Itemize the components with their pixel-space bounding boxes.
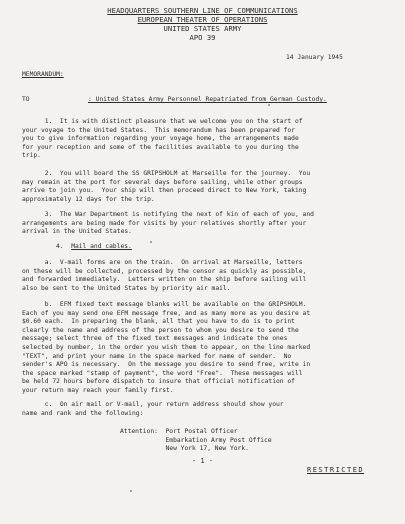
p3-line: 3. The War Department is notifying the next of kin of each of you, and [22, 211, 314, 218]
p4a-line: also be sent to the United States by priority air mail. [22, 284, 231, 292]
attention-line: New York 17, New York. [120, 445, 249, 453]
p4b-line: selected by number, in the order you wish them to appear, on the line marked [22, 343, 311, 351]
p3-line: arrival in the United States. [22, 228, 132, 236]
attention-line: Attention: Port Postal Officer [120, 428, 238, 435]
paper-speck [130, 490, 132, 492]
p4c-line: name and rank and the following: [22, 409, 144, 417]
p4b-line: be held 72 hours before dispatch to insure that official notification of [22, 378, 295, 386]
p4a-line: a. V-mail forms are on the train. On arrival at Marseille, letters [22, 259, 303, 266]
p1-line: you to give information regarding your voyage home, the arrangements made [22, 135, 299, 143]
page-number: - 1 - [191, 457, 214, 465]
to-recipient: : United States Army Personnel Repatriated from German Custody. [88, 96, 327, 103]
paragraph-1 [22, 118, 384, 161]
p1-line: trip. [22, 152, 41, 160]
p4b-line: "TEXT", and print your name in the space marked for name of sender. No [22, 352, 292, 360]
p4b-line: message; select three of the fixed text messages and indicate the ones [22, 335, 288, 343]
paragraph-2 [22, 170, 384, 204]
section-4-heading [56, 243, 132, 252]
p4b-line: sender's APO is necessary. On the message you desire to send free, write in [22, 361, 311, 369]
p4b-line: the space marked "stamp of payment", the word "Free". These messages will [22, 369, 303, 377]
p4b-line: clearly the name and address of the person to whom you desire to send the [22, 326, 299, 334]
section-4-title: Mail and cables. [71, 243, 132, 250]
paragraph-4b [22, 301, 384, 396]
p2-line: approximately 12 days for the trip. [22, 195, 155, 203]
p4c-line: c. On air mail or V-mail, your return address should show your [22, 401, 284, 408]
attention-line: Embarkation Army Post Office [120, 436, 272, 444]
p4b-line: $0.60 each. In preparing the blank, all that you have to do is to print [22, 318, 295, 326]
p4a-line: on these will be collected, processed by the censor as quickly as possible, [22, 267, 307, 275]
p2-line: 2. You will board the SS GRIPSHOLM at Marseille for the journey. You [22, 170, 311, 177]
paper-speck [268, 104, 270, 106]
memo-date: 14 January 1945 [286, 54, 343, 61]
p4b-line: b. EFM fixed text message blanks will be available on the GRIPSHOLM. [22, 301, 307, 308]
paragraph-4c [22, 401, 384, 418]
p2-line: may remain at the port for several days before sailing, while other groups [22, 178, 303, 186]
classification-marking: RESTRICTED [307, 466, 365, 474]
paper-speck [150, 241, 152, 243]
header-line-1: HEADQUARTERS SOUTHERN LINE OF COMMUNICATIONS [107, 6, 298, 15]
memo-label: MEMORANDUM: [22, 71, 64, 78]
to-label: TO [22, 96, 30, 103]
p1-line: your voyage to the United States. This memorandum has been prepared for [22, 126, 295, 134]
attention-address-block [120, 428, 272, 454]
p1-line: for your reception and some of the facilities available to you during the [22, 143, 299, 151]
p4b-line: your return may reach your family first. [22, 386, 174, 394]
section-4-number: 4. [56, 243, 64, 250]
p1-line: 1. It is with distinct pleasure that we welcome you on the start of [22, 118, 303, 125]
p2-line: arrive to join you. Your ship will then proceed direct to New York, taking [22, 187, 307, 195]
p4a-line: and forwarded immediately. Letters written on the ship before sailing will [22, 276, 307, 284]
header-line-2: EUROPEAN THEATER OF OPERATIONS [137, 15, 268, 24]
p4b-line: Each of you may send one EFM message free, and as many more as you desire at [22, 309, 311, 317]
header-line-4: APO 39 [189, 33, 216, 42]
paragraph-4a [22, 259, 384, 293]
p3-line: arrangements are being made for visits by your relatives shortly after your [22, 219, 307, 227]
header-line-3: UNITED STATES ARMY [163, 24, 242, 33]
paragraph-3 [22, 211, 384, 237]
